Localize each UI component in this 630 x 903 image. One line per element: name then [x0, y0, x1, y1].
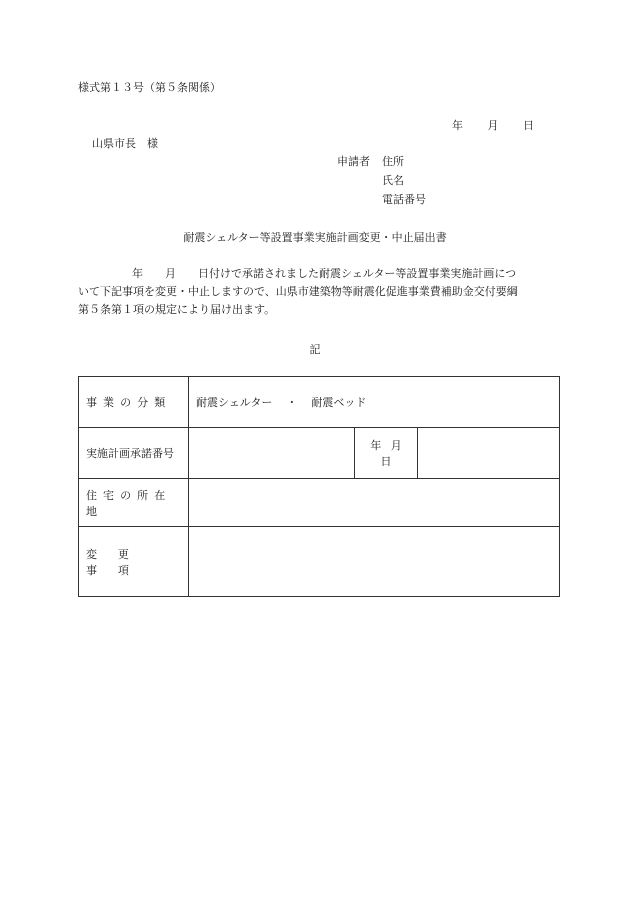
category-options [189, 377, 560, 428]
applicant-phone-label: 電話番号 [382, 193, 426, 206]
date-month: 月 [487, 119, 499, 132]
addressee: 山県市長 様 [92, 137, 158, 150]
ki-heading: 記 [309, 343, 321, 356]
change-items-field [189, 527, 560, 597]
table-row [79, 527, 560, 597]
approval-number-field [189, 428, 355, 479]
table-row [79, 377, 560, 428]
detail-table [78, 376, 560, 597]
body-line-2: いて下記事項を変更・中止しますので、山県市建築物等耐震化促進事業費補助金交付要綱 [78, 285, 518, 298]
body-month: 月 [165, 267, 176, 280]
date-year: 年 [452, 119, 463, 132]
option-separator: ・ [286, 396, 298, 409]
category-label: 事業の分類 [79, 377, 189, 428]
applicant-name-label: 氏名 [382, 174, 404, 187]
table-row [79, 479, 560, 527]
applicant-label: 申請者 [337, 155, 370, 168]
approval-date-field [418, 428, 560, 479]
address-label: 住宅の所在地 [79, 479, 189, 527]
body-paragraph [78, 265, 560, 319]
table-row [79, 428, 560, 479]
applicant-address-label: 住所 [382, 155, 404, 168]
body-year: 年 [132, 267, 143, 280]
date-day: 日 [523, 119, 534, 132]
address-field [189, 479, 560, 527]
change-items-label: 変更事項 [79, 527, 189, 597]
submission-date [452, 119, 534, 133]
body-line-3: 第５条第１項の規定により届け出ます。 [78, 303, 276, 316]
approval-number-label: 実施計画承諾番号 [79, 428, 189, 479]
body-line-1 [78, 265, 560, 283]
option-shelter: 耐震シェルター [196, 396, 273, 409]
approval-date-label: 年 月 日 [355, 428, 418, 479]
document-title: 耐震シェルター等設置事業実施計画変更・中止届出書 [183, 231, 447, 244]
option-bed: 耐震ベッド [311, 396, 367, 409]
body-line-1-rest: 日付けで承諾されました耐震シェルター等設置事業実施計画につ [198, 267, 517, 280]
form-number: 様式第１３号（第５条関係） [78, 81, 221, 94]
